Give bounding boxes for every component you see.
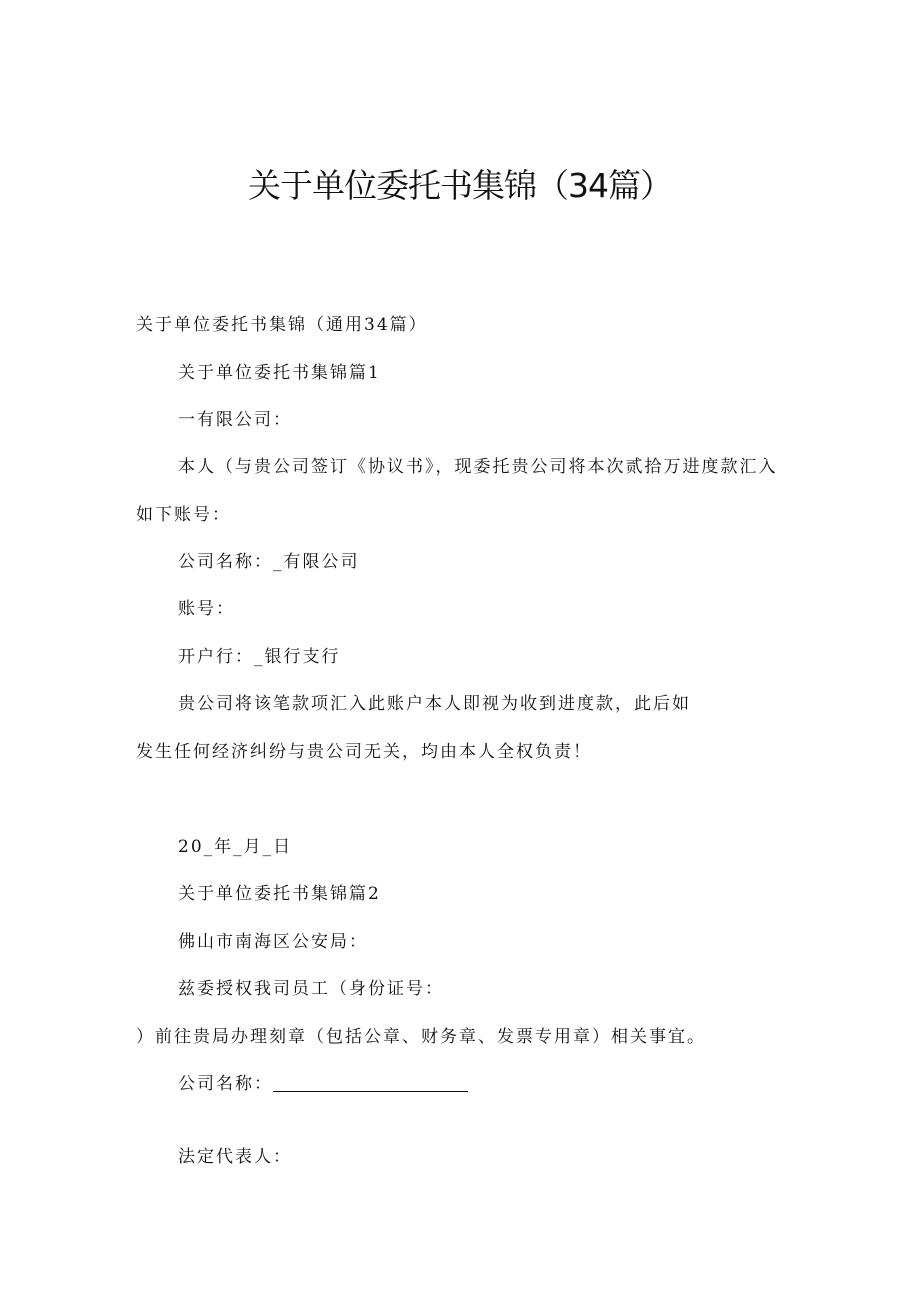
section1-para2-line1: 贵公司将该笔款项汇入此账户本人即视为收到进度款，此后如: [178, 694, 691, 714]
section2-heading: 关于单位委托书集锦篇2: [178, 884, 381, 904]
section1-account: 账号：: [178, 599, 235, 619]
document-title: 关于单位委托书集锦（34篇）: [248, 166, 672, 205]
section2-salutation: 佛山市南海区公安局：: [178, 932, 368, 952]
section1-bank: 开户行：_银行支行: [178, 647, 341, 667]
section1-para1-line2: 如下账号：: [136, 505, 231, 525]
section2-company-name-label: 公司名称：: [178, 1074, 273, 1094]
section1-para1-line1: 本人（与贵公司签订《协议书》，现委托贵公司将本次贰拾万进度款汇入: [178, 457, 778, 477]
section2-legal-rep-label: 法定代表人：: [178, 1147, 292, 1167]
section2-para1-line1: 兹委授权我司员工（身份证号：: [178, 979, 444, 999]
section1-salutation: 一有限公司：: [178, 410, 292, 430]
document-subtitle: 关于单位委托书集锦（通用34篇）: [136, 315, 428, 335]
section1-date: 20_年_月_日: [178, 837, 293, 857]
section1-heading: 关于单位委托书集锦篇1: [178, 363, 381, 383]
company-name-blank-line: [273, 1073, 468, 1092]
section2-company-name-row: [178, 1072, 468, 1096]
section2-para1-line2: ）前往贵局办理刻章（包括公章、财务章、发票专用章）相关事宜。: [136, 1027, 706, 1047]
section1-para2-line2: 发生任何经济纠纷与贵公司无关，均由本人全权负责！: [136, 742, 592, 762]
section1-company-name: 公司名称：_有限公司: [178, 552, 360, 572]
